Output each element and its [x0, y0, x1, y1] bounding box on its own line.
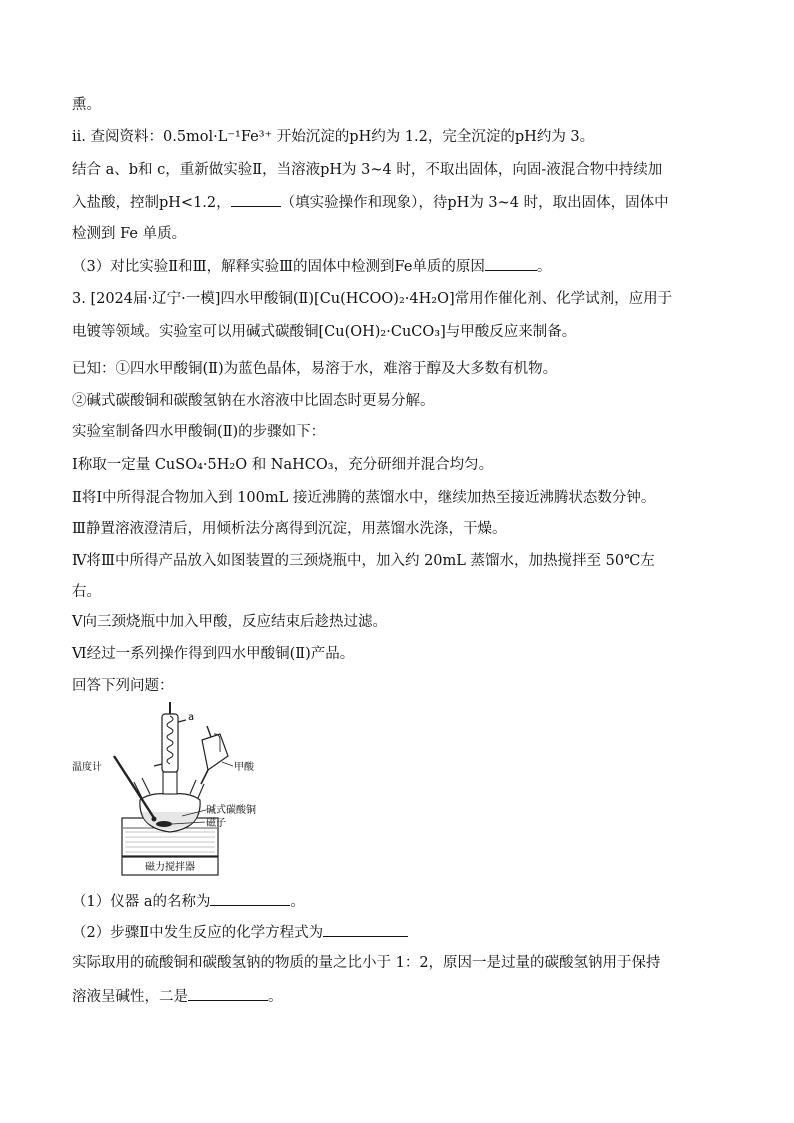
line-20-post: 。 — [290, 894, 305, 910]
text-line-16: 右。 — [72, 584, 101, 600]
text-line-3: 结合 a、b和 c，重新做实验Ⅱ，当溶液pH为 3~4 时，不取出固体，向固-液混合物中持续加 — [72, 162, 663, 178]
text-line-20 — [72, 890, 305, 912]
text-line-11: 实验室制备四水甲酸铜(Ⅱ)的步骤如下： — [72, 424, 326, 440]
answer-blank-second-reason[interactable] — [188, 985, 268, 1001]
line-21-pre: （2）步骤Ⅱ中发生反应的化学方程式为 — [72, 925, 324, 941]
text-line-18: Ⅵ经过一系列操作得到四水甲酸铜(Ⅱ)产品。 — [72, 646, 355, 662]
text-line-8: 电镀等领域。实验室可以用碱式碳酸铜[Cu(OH)₂·CuCO₃]与甲酸反应来制备。 — [72, 324, 577, 340]
text-line-1: 熏。 — [72, 97, 101, 113]
text-line-22: 实际取用的硫酸铜和碳酸氢钠的物质的量之比小于 1：2，原因一是过量的碳酸氢钠用于保持 — [72, 955, 661, 971]
label-formic-acid: 甲酸 — [234, 762, 254, 773]
text-line-6 — [72, 255, 551, 277]
line-20-pre: （1）仪器 a的名称为 — [72, 894, 211, 910]
condenser — [162, 714, 178, 772]
label-stirrer: 磁力搅拌器 — [145, 862, 195, 873]
answer-blank-equation[interactable] — [323, 921, 408, 937]
text-line-12: Ⅰ称取一定量 CuSO₄·5H₂O 和 NaHCO₃，充分研细并混合均匀。 — [72, 457, 494, 473]
water-hatching — [125, 832, 215, 852]
text-line-23 — [72, 985, 283, 1007]
apparatus-diagram — [70, 700, 280, 880]
answer-blank-reason[interactable] — [485, 255, 537, 271]
line-6-post: 。 — [536, 259, 552, 275]
thermometer — [114, 756, 154, 818]
text-line-17: Ⅴ向三颈烧瓶中加入甲酸，反应结束后趁热过滤。 — [72, 614, 387, 630]
line-4-pre: 入盐酸，控制pH<1.2， — [72, 195, 231, 211]
text-line-2: ii. 查阅资料：0.5mol·L⁻¹Fe³⁺ 开始沉淀的pH约为 1.2，完全沉淀的pH约为 3。 — [72, 129, 595, 145]
text-line-13: Ⅱ将Ⅰ中所得混合物加入到 100mL 接近沸腾的蒸馏水中，继续加热至接近沸腾状态数分钟。 — [72, 490, 656, 506]
text-line-9: 已知：①四水甲酸铜(Ⅱ)为蓝色晶体，易溶于水，难溶于醇及大多数有机物。 — [72, 361, 558, 377]
line-4-post: （填实验操作和现象），待pH为 3~4 时，取出固体，固体中 — [280, 195, 669, 211]
label-instrument-a: a — [188, 712, 195, 723]
text-line-10: ②碱式碳酸铜和碳酸氢钠在水溶液中比固态时更易分解。 — [72, 393, 435, 409]
flask-liquid — [142, 812, 198, 830]
dropping-funnel — [202, 734, 228, 770]
stir-bar — [156, 821, 172, 827]
label-stir-bar: 磁子 — [206, 818, 226, 829]
center-neck — [163, 772, 177, 794]
text-line-19: 回答下列问题： — [72, 678, 174, 694]
text-line-4 — [72, 191, 669, 213]
text-line-7: 3. [2024届·辽宁·一模]四水甲酸铜(Ⅱ)[Cu(HCOO)₂·4H₂O]常用作催化剂、化学试剂，应用于 — [72, 291, 673, 307]
answer-blank-instrument-name[interactable] — [210, 890, 290, 906]
answer-blank-operation[interactable] — [231, 191, 281, 207]
line-23-pre: 溶液呈碱性，二是 — [72, 989, 188, 1005]
left-neck — [134, 778, 150, 798]
text-line-5: 检测到 Fe 单质。 — [72, 226, 187, 242]
text-line-21 — [72, 921, 408, 943]
label-basic-copper-carbonate: 碱式碳酸铜 — [206, 805, 256, 816]
text-line-14: Ⅲ静置溶液澄清后，用倾析法分离得到沉淀，用蒸馏水洗涤，干燥。 — [72, 521, 507, 537]
text-line-15: Ⅳ将Ⅲ中所得产品放入如图装置的三颈烧瓶中，加入约 20mL 蒸馏水，加热搅拌至 50℃左 — [72, 553, 655, 569]
line-6-pre: （3）对比实验Ⅱ和Ⅲ，解释实验Ⅲ的固体中检测到Fe单质的原因 — [72, 259, 485, 275]
label-thermometer: 温度计 — [72, 762, 102, 773]
line-23-post: 。 — [268, 989, 283, 1005]
